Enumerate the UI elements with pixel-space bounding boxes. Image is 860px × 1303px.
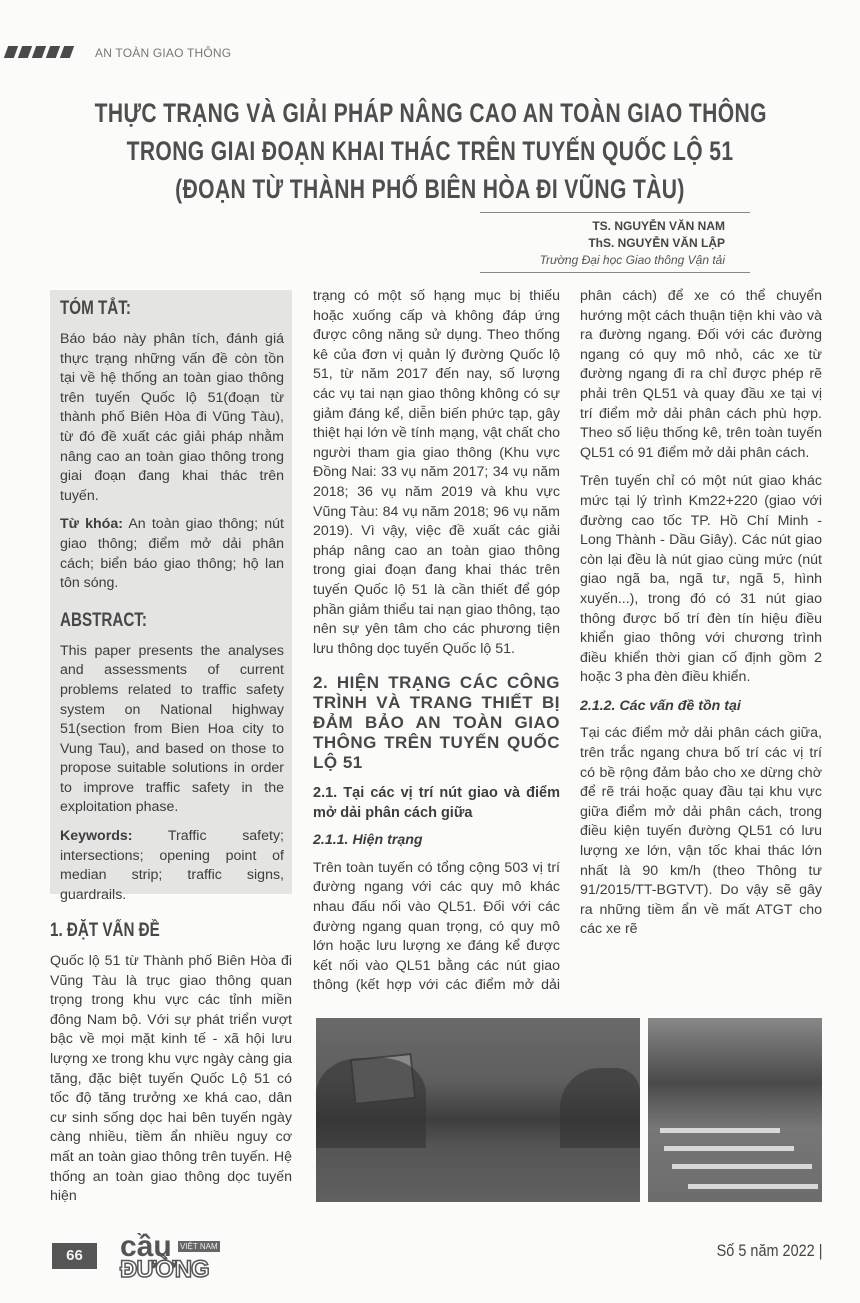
section-label: AN TOÀN GIAO THÔNG [95, 46, 232, 60]
section2-paragraph: Tại các điểm mở dải phân cách giữa, trên trắc ngang chưa bố trí các vị trí có bề rộng đảm bảo cho xe dừng chờ để rẽ trái hoặc quay đầu tại khu vực giữa điểm mở dải phân cách, trong điều kiện tuyến đường QL51 có lưu lượng xe lớn, vận tốc khai thác lớn nhất là 90 km/h (theo Thông tư 91/2015/TT-BGTVT). Do vậy sẽ gây ra những tiềm ẩn về mất ATGT cho các xe rẽ [580, 725, 822, 938]
title-line: THỰC TRẠNG VÀ GIẢI PHÁP NÂNG CAO AN TOÀN GIAO THÔNG [94, 98, 767, 128]
summary-heading: TÓM TẮT: [60, 298, 131, 319]
section1-paragraph: trạng có một số hạng mục bị thiếu hoặc xuống cấp và không đáp ứng được công năng sử dụng. Theo thống kê của đơn vị quản lý đường Quốc lộ 51, từ năm 2017 đến nay, số lượng các vụ tai nạn giao thông không có sự giảm đáng kể, diễn biến phức tạp, gây thiệt hại lớn về tính mạng, vật chất cho người tham gia giao thông (Khu vực Đồng Nai: 33 vụ năm 2017; 34 vụ năm 2018; 36 vụ năm 2019 và khu vực Vũng Tàu: 84 vụ năm 2018; 96 vụ năm 2019). Vì vậy, việc đề xuất các giải pháp nâng cao an toàn giao thông trong giai đoạn đang khai thác trên tuyến Quốc lộ 51 là cần thiết để góp phần giảm thiểu tai nạn giao thông, tạo nên sự yên tâm cho các phương tiện lưu thông dọc tuyến Quốc lộ 51. [313, 288, 560, 657]
summary-body: Báo báo này phân tích, đánh giá thực trạng những vấn đề còn tồn tại về hệ thống an toàn giao thông trên tuyến Quốc lộ 51(đoạn từ thành phố Biên Hòa đi Vũng Tàu), từ đó đề xuất các giải pháp nhằm nâng cao an toàn giao thông trong giai đoạn đang khai thác trên tuyến. [60, 331, 284, 504]
summary-keywords [60, 515, 284, 593]
keywords-text: An toàn giao thông; nút giao thông; điểm mở dải phân cách; biển báo giao thông; hộ lan tôn sóng. [60, 516, 284, 592]
abstract-keywords [60, 827, 284, 905]
abstract-box-content [60, 296, 284, 914]
section2-paragraph: Trên toàn tuyến có tổng cộng 503 vị trí đường ngang với các quy mô khác nhau đấu nối vào QL51. Đối với các đường ngang quan trọng, có quy mô lớn hoặc lưu lượng xe đáng kể được kết nối vào QL51 bằng các nút giao thông (kết hợp với các điểm mở dải [313, 859, 560, 994]
section2-paragraph: Trên tuyến chỉ có một nút giao khác mức tại lý trình Km22+220 (giao với đường cao tốc TP. Hồ Chí Minh - Long Thành - Dầu Giây). Các nút giao còn lại đều là nút giao cùng mức (nút giao ngã ba, ngã tư, ngã 5, hình xuyến...), trong đó có 31 nút giao thông được bố trí đèn tín hiệu điều khiển giao thông với chương trình điều khiển thời gian cố định gồm 2 hoặc 3 pha đèn điều khiển. [580, 473, 822, 686]
section2-paragraph-continued: phân cách) để xe có thể chuyển hướng một cách thuận tiện khi vào và ra đường ngang. Đối với các đường ngang có quy mô nhỏ, các xe từ đường ngang đi ra chỉ được phép rẽ phải trên QL51 và quay đầu xe tại vị trí điểm mở dải phân cách phù hợp. Theo số liệu thống kê, trên toàn tuyến QL51 có 91 điểm mở dải phân cách. [580, 288, 822, 461]
header-stripes-decoration [6, 46, 72, 58]
magazine-logo: cầu VIỆT NAM ĐƯỜNG [120, 1230, 218, 1283]
section2-heading: 2. HIỆN TRẠNG CÁC CÔNG TRÌNH VÀ TRANG THIẾT BỊ ĐẢM BẢO AN TOÀN GIAO THÔNG TRÊN TUYẾN QUỐC LỘ 51 [313, 673, 560, 773]
subsection-heading: 2.1. Tại các vị trí nút giao và điểm mở dải phân cách giữa [313, 785, 560, 822]
article-title [0, 94, 860, 208]
abstract-body: This paper presents the analyses and assessments of current problems related to traffic safety system on National highway 51(section from Bien Hoa city to Vung Tau), and based on those to propose suitable solutions in order to improve traffic safety in the exploitation phase. [60, 642, 284, 816]
author-name: TS. NGUYỄN VĂN NAM [592, 219, 725, 233]
issue-label: Số 5 năm 2022 | [716, 1241, 822, 1260]
page-number: 66 [52, 1243, 97, 1269]
keywords-text: Traffic safety; intersections; opening point of median strip; traffic signs, guardrails. [60, 828, 284, 903]
keywords-label: Keywords: [60, 828, 133, 845]
divider [480, 272, 750, 273]
middle-column [313, 287, 560, 996]
right-column [580, 287, 822, 949]
section1-column [50, 918, 292, 1216]
subsubsection-heading: 2.1.2. Các vấn đề tồn tại [580, 697, 741, 714]
section1-paragraph: Quốc lộ 51 từ Thành phố Biên Hòa đi Vũng Tàu là trục giao thông quan trọng trong khu vực các tỉnh miền đông Nam bộ. Với sự phát triển vượt bậc về mọi mặt kinh tế - xã hội lưu lượng xe trong khu vực ngày càng gia tăng, đặc biệt tuyến Quốc Lộ 51 có tốc độ tăng trưởng xe khá cao, dân cư sinh sống dọc hai bên tuyến ngày càng nhiều, tiềm ẩn nhiều nguy cơ mất an toàn giao thông trên tuyến. Hệ thống an toàn giao thông dọc tuyến hiện [50, 953, 292, 1205]
road-photo-billboard [316, 1018, 640, 1202]
title-line: (ĐOẠN TỪ THÀNH PHỐ BIÊN HÒA ĐI VŨNG TÀU) [175, 174, 685, 204]
road-photo-crosswalk [648, 1018, 822, 1202]
section1-heading: 1. ĐẶT VẤN ĐỀ [50, 920, 160, 941]
author-name: ThS. NGUYỄN VĂN LẬP [588, 236, 725, 250]
keywords-label: Từ khóa: [60, 516, 123, 533]
divider [480, 212, 750, 213]
title-line: TRONG GIAI ĐOẠN KHAI THÁC TRÊN TUYẾN QUỐC LỘ 51 [126, 136, 734, 166]
subsubsection-heading: 2.1.1. Hiện trạng [313, 832, 423, 849]
authors-block [540, 218, 725, 269]
abstract-heading: ABSTRACT: [60, 609, 147, 631]
author-affiliation: Trường Đại học Giao thông Vận tải [539, 253, 725, 267]
